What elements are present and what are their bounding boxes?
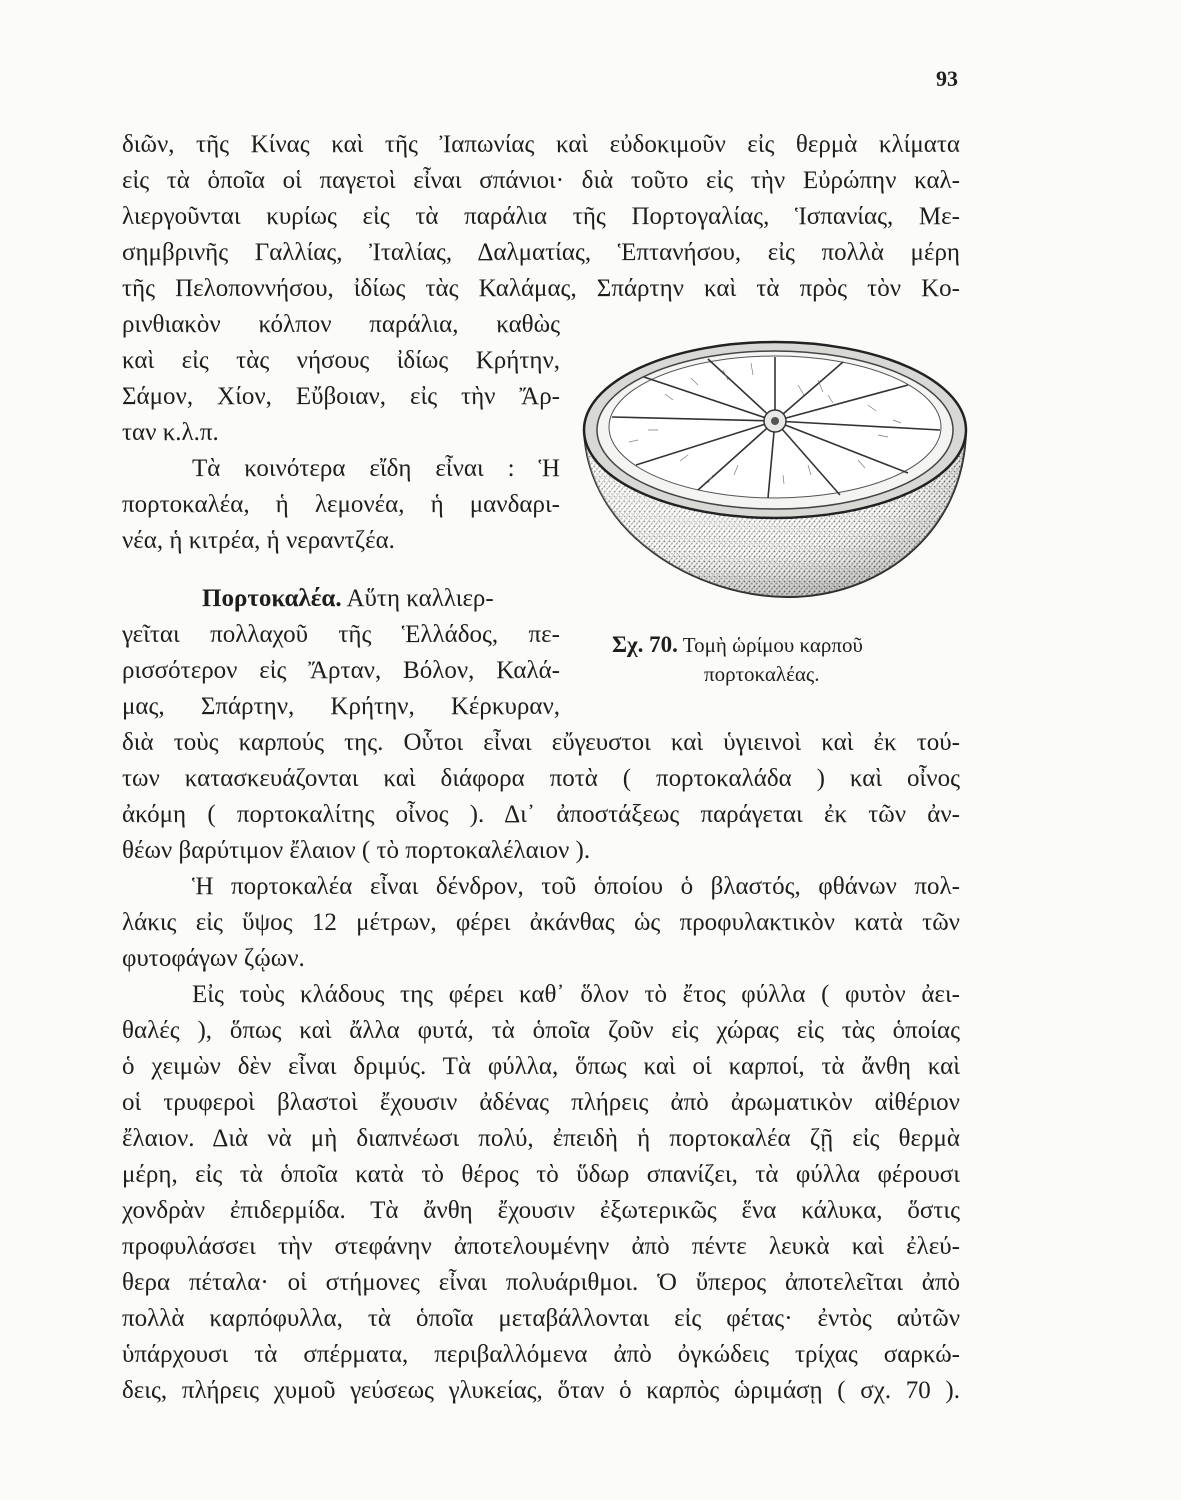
orange-cross-section-illustration bbox=[578, 335, 970, 605]
text-line: Εἰς τοὺς κλάδους της φέρει καθ᾽ ὅλον τὸ ἔτος φύλλα ( φυτὸν ἀει- bbox=[192, 981, 960, 1008]
text-line: θαλές ), ὅπως καὶ ἄλλα φυτά, τὰ ὁποῖα ζοῦν εἰς χώρας εἰς τὰς ὁποίας bbox=[122, 1017, 960, 1044]
text-line: γεῖται πολλαχοῦ τῆς Ἑλλάδος, πε- bbox=[122, 621, 560, 648]
text-line: εἰς τὰ ὁποῖα οἱ παγετοὶ εἶναι σπάνιοι· διὰ τοῦτο εἰς τὴν Εὐρώπην καλ- bbox=[122, 167, 960, 194]
text-line: ὁ χειμὼν δὲν εἶναι δριμύς. Τὰ φύλλα, ὅπως καὶ οἱ καρποί, τὰ ἄνθη καὶ bbox=[122, 1053, 960, 1080]
text-line: μας, Σπάρτην, Κρήτην, Κέρκυραν, bbox=[122, 693, 560, 720]
text-line: των κατασκευάζονται καὶ διάφορα ποτὰ ( πορτοκαλάδα ) καὶ οἶνος bbox=[122, 765, 960, 792]
text-line: μέρη, εἰς τὰ ὁποῖα κατὰ τὸ θέρος τὸ ὕδωρ σπανίζει, τὰ φύλλα φέρουσι bbox=[122, 1161, 960, 1188]
text-line: ἔλαιον. Διὰ νὰ μὴ διαπνέωσι πολύ, ἐπειδὴ ἡ πορτοκαλέα ζῇ εἰς θερμὰ bbox=[122, 1125, 960, 1152]
figure-label: Σχ. 70. bbox=[612, 632, 678, 657]
figure-caption-text: Τομὴ ὡρίμου καρποῦ bbox=[677, 633, 863, 657]
text-line: Ἡ πορτοκαλέα εἶναι δένδρον, τοῦ ὁποίου ὁ βλαστός, φθάνων πολ- bbox=[192, 873, 960, 900]
text-line: διὰ τοὺς καρπούς της. Οὗτοι εἶναι εὔγευστοι καὶ ὑγιεινοὶ καὶ ἐκ τού- bbox=[122, 729, 960, 756]
text-line: οἱ τρυφεροὶ βλαστοὶ ἔχουσιν ἀδένας πλήρεις ἀπὸ ἀρωματικὸν αἰθέριον bbox=[122, 1089, 960, 1116]
text-line: ὑπάρχουσι τὰ σπέρματα, περιβαλλόμενα ἀπὸ ὀγκώδεις τρίχας σαρκώ- bbox=[122, 1341, 960, 1368]
text-line: πολλὰ καρπόφυλλα, τὰ ὁποῖα μεταβάλλονται εἰς φέτας· ἐντὸς αὐτῶν bbox=[122, 1305, 960, 1332]
text-line: διῶν, τῆς Κίνας καὶ τῆς Ἰαπωνίας καὶ εὐδοκιμοῦν εἰς θερμὰ κλίματα bbox=[122, 131, 960, 158]
text-line: ρινθιακὸν κόλπον παράλια, καθὼς bbox=[122, 311, 560, 338]
text-line: ρισσότερον εἰς Ἄρταν, Βόλον, Καλά- bbox=[122, 657, 560, 684]
section-heading: Πορτοκαλέα. bbox=[202, 585, 342, 612]
text-line: φυτοφάγων ζῴων. bbox=[122, 945, 305, 972]
text-line: τῆς Πελοποννήσου, ἰδίως τὰς Καλάμας, Σπάρτην καὶ τὰ πρὸς τὸν Κο- bbox=[122, 275, 960, 302]
text-line: λιεργοῦνται κυρίως εἰς τὰ παράλια τῆς Πορτογαλίας, Ἱσπανίας, Με- bbox=[122, 203, 960, 230]
figure-caption bbox=[612, 632, 863, 658]
text-line: Σάμον, Χίον, Εὔβοιαν, εἰς τὴν Ἄρ- bbox=[122, 383, 560, 410]
text-line: ταν κ.λ.π. bbox=[122, 419, 219, 446]
text-line: χονδρὰν ἐπιδερμίδα. Τὰ ἄνθη ἔχουσιν ἐξωτερικῶς ἕνα κάλυκα, ὅστις bbox=[122, 1197, 960, 1224]
text-line bbox=[202, 584, 494, 614]
page-number: 93 bbox=[936, 66, 958, 91]
text-line: νέα, ἡ κιτρέα, ἡ νεραντζέα. bbox=[122, 527, 395, 554]
text-line: ἀκόμη ( πορτοκαλίτης οἶνος ). Δι᾽ ἀποστάξεως παράγεται ἐκ τῶν ἀν- bbox=[122, 801, 960, 828]
text-line: θερα πέταλα· οἱ στήμονες εἶναι πολυάριθμοι. Ὁ ὕπερος ἀποτελεῖται ἀπὸ bbox=[122, 1269, 960, 1296]
text-fragment: Αὕτη καλλιερ- bbox=[341, 585, 494, 612]
text-line: Τὰ κοινότερα εἴδη εἶναι : Ἡ bbox=[192, 455, 560, 482]
text-line: καὶ εἰς τὰς νήσους ἰδίως Κρήτην, bbox=[122, 347, 560, 374]
text-line: δεις, πλήρεις χυμοῦ γεύσεως γλυκείας, ὅταν ὁ καρπὸς ὡριμάσῃ ( σχ. 70 ). bbox=[122, 1377, 960, 1404]
text-line: πορτοκαλέα, ἡ λεμονέα, ἡ μανδαρι- bbox=[122, 491, 560, 518]
text-line: σημβρινῆς Γαλλίας, Ἰταλίας, Δαλματίας, Ἑπτανήσου, εἰς πολλὰ μέρη bbox=[122, 239, 960, 266]
text-line: προφυλάσσει τὴν στεφάνην ἀποτελουμένην ἀπὸ πέντε λευκὰ καὶ ἐλεύ- bbox=[122, 1233, 960, 1260]
text-line: θέων βαρύτιμον ἔλαιον ( τὸ πορτοκαλέλαιον ). bbox=[122, 837, 591, 864]
figure-caption-continued: πορτοκαλέας. bbox=[704, 662, 820, 686]
text-line: λάκις εἰς ὕψος 12 μέτρων, φέρει ἀκάνθας ὡς προφυλακτικὸν κατὰ τῶν bbox=[122, 909, 960, 936]
